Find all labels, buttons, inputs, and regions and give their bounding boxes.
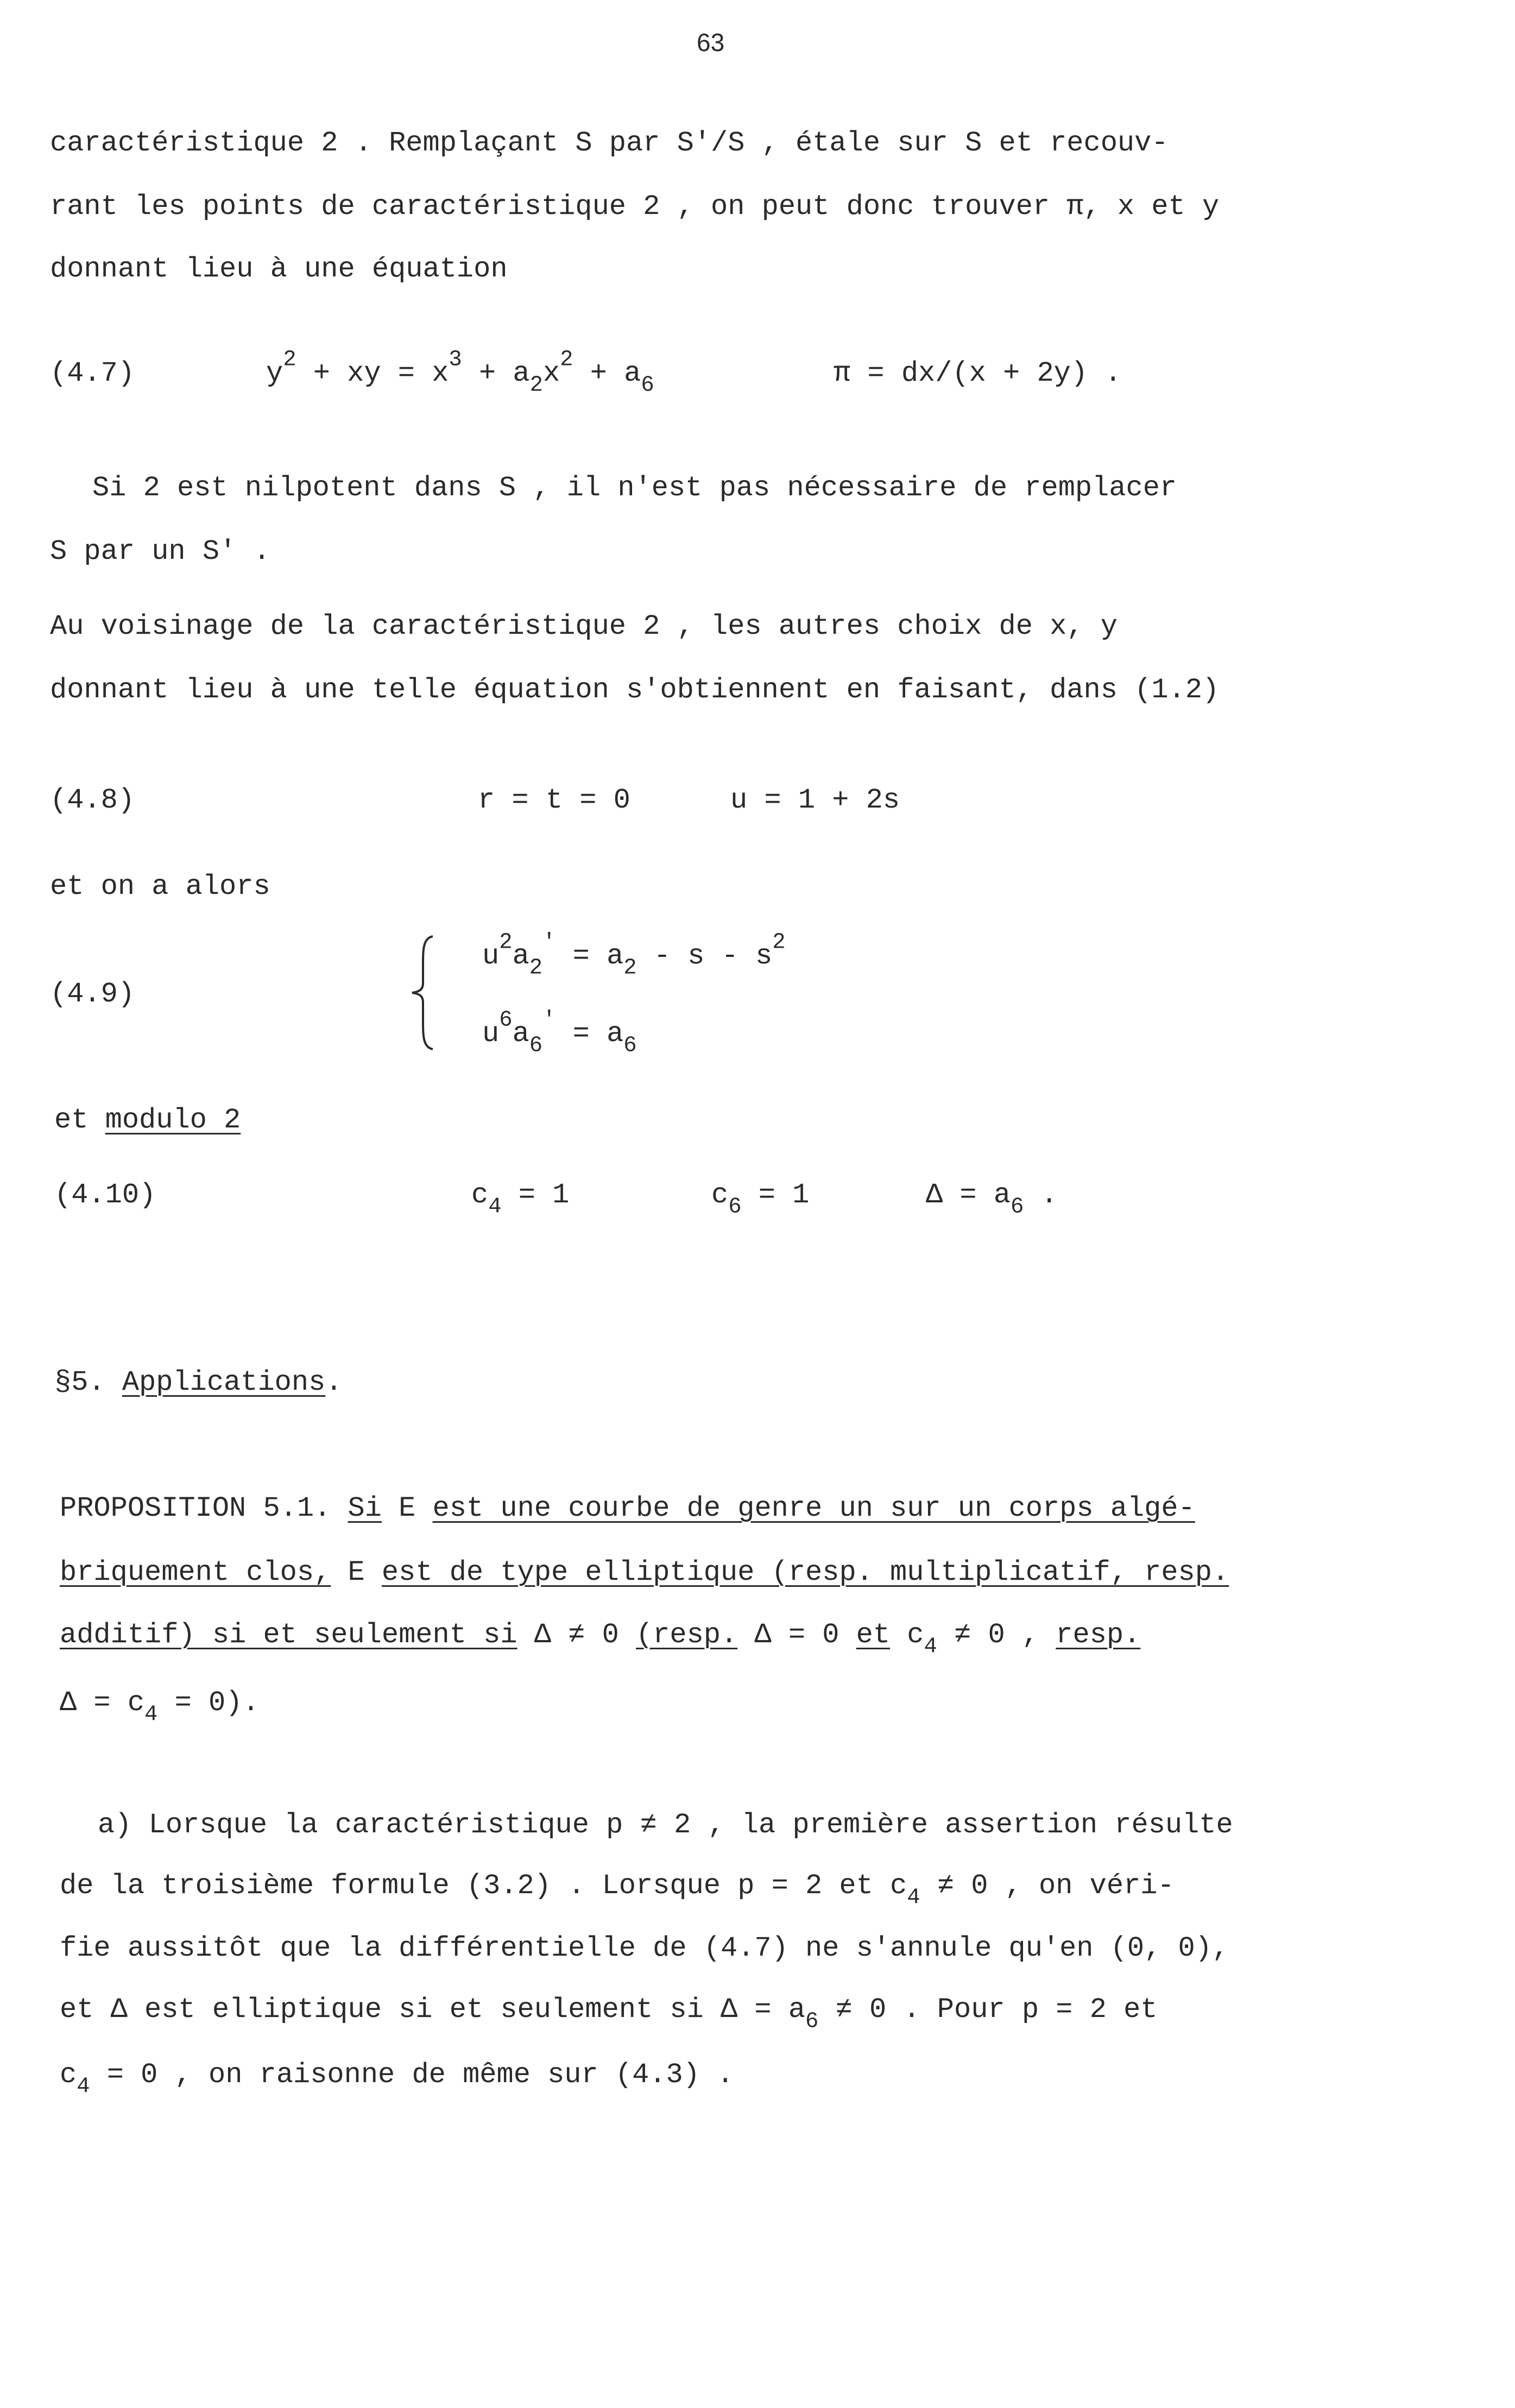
text-line: donnant lieu à une équation xyxy=(50,253,508,285)
pi-differential: π = dx/(x + 2y) . xyxy=(834,357,1122,389)
proposition-line: PROPOSITION 5.1. Si E est une courbe de genre un sur un corps algé- xyxy=(60,1492,1195,1524)
equation-4-10-c4: $c_4 = 1$ xyxy=(471,1179,570,1220)
text-line: donnant lieu à une telle équation s'obtiennent en faisant, dans (1.2) xyxy=(50,674,1220,706)
equation-4-10-delta: $\Delta = a_6$ . xyxy=(926,1179,1058,1220)
text-line: et Δ est elliptique si et seulement si $\Delta = a_6 \ne 0$ . Pour p = 2 et xyxy=(60,1994,1158,2034)
equation-4-7: $y^2$ + xy = $x^3 + a_2x^2 + a_6$ xyxy=(266,347,654,398)
modulo-line: et modulo 2 xyxy=(54,1104,241,1136)
proposition-line: briquement clos, E est de type elliptique (resp. multiplicatif, resp. xyxy=(60,1556,1229,1588)
text-line: Au voisinage de la caractéristique 2 , les autres choix de x, y xyxy=(50,610,1118,642)
text-line: de la troisième formule (3.2) . Lorsque p = 2 et $c_4 \ne 0$ , on véri- xyxy=(60,1870,1175,1911)
text-line: Si 2 est nilpotent dans S , il n'est pas nécessaire de remplacer xyxy=(92,472,1177,504)
text-line: fie aussitôt que la différentielle de (4.7) ne s'annule qu'en (0, 0), xyxy=(60,1932,1229,1964)
text-line: caractéristique 2 . Remplaçant S par S'/S , étale sur S et recouv- xyxy=(50,127,1169,159)
equation-4-9-line2: $u^6a_6' = a_6$ xyxy=(482,1007,637,1058)
equation-4-8-u: u = 1 + 2s xyxy=(730,784,900,816)
section-heading: §5. Applications. xyxy=(54,1366,343,1398)
equation-label: (4.9) xyxy=(50,978,135,1010)
text-line: rant les points de caractéristique 2 , on peut donc trouver π, x et y xyxy=(50,191,1220,223)
equation-4-8-rt: r = t = 0 xyxy=(478,784,630,816)
text-line: S par un S' . xyxy=(50,535,270,568)
equation-label: (4.10) xyxy=(54,1179,156,1211)
text-line: a) Lorsque la caractéristique p ≠ 2 , la première assertion résulte xyxy=(98,1809,1233,1841)
equation-4-9-line1: $u^2a_2' = a_2 - s - s^2$ xyxy=(482,930,786,981)
proposition-line: additif) si et seulement si Δ ≠ 0 (resp. Δ = 0 et $c_4 \ne 0$ , resp. xyxy=(60,1619,1141,1660)
page-number: 63 xyxy=(697,28,725,56)
left-brace xyxy=(405,933,437,1052)
text-line: $c_4 = 0$ , on raisonne de même sur (4.3) . xyxy=(60,2059,734,2100)
text-line: et on a alors xyxy=(50,871,270,903)
proposition-line: $\Delta = c_4 = 0$). xyxy=(60,1687,260,1728)
equation-4-10-c6: $c_6 = 1$ xyxy=(711,1179,810,1220)
equation-label: (4.8) xyxy=(50,784,135,816)
equation-label: (4.7) xyxy=(50,357,135,389)
